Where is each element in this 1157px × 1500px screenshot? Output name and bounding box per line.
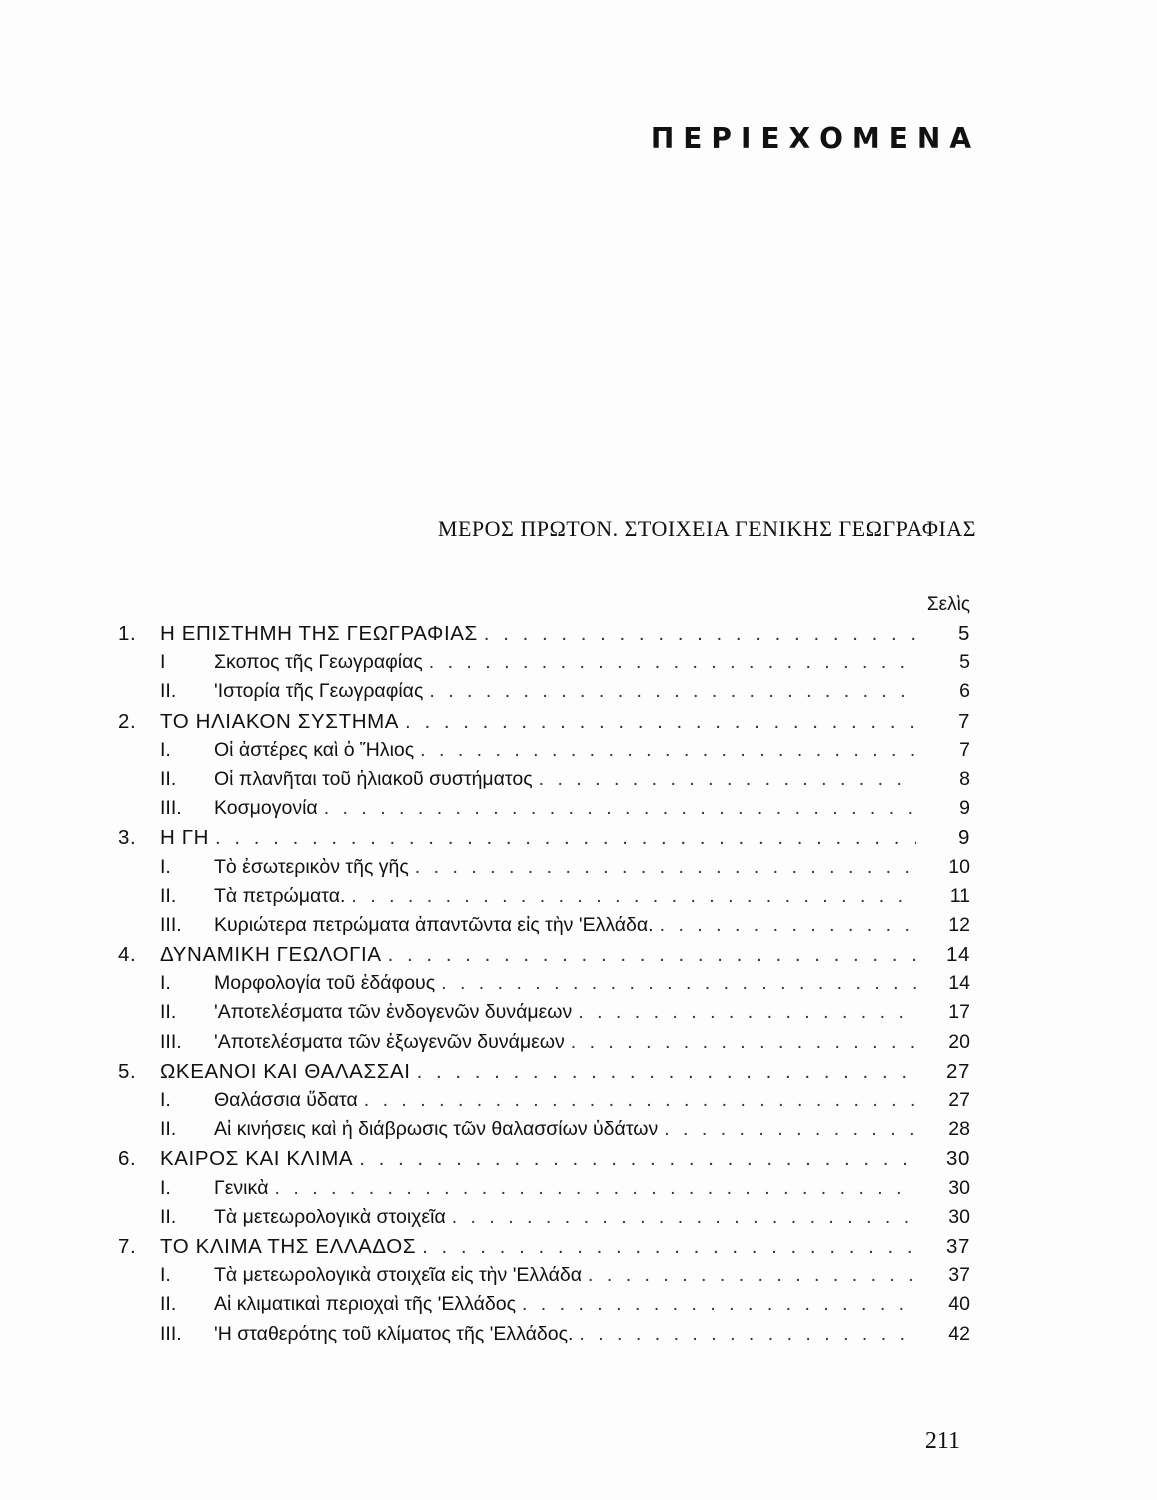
entry-page: 30 [948, 1205, 970, 1228]
entry-title: 'Η σταθερότης τοῦ κλίματος τῆς 'Ελλάδος. [214, 1322, 574, 1345]
entry-title: Αἱ κλιματικαὶ περιοχαὶ τῆς 'Ελλάδος [214, 1293, 516, 1316]
toc-section [118, 797, 970, 826]
dot-leader [571, 1031, 916, 1054]
toc-chapter-6 [118, 1147, 970, 1176]
entry-title: Σκοπος τῆς Γεωγραφίας [214, 651, 423, 674]
entry-title: ΔΥΝΑΜΙΚΗ ΓΕΩΛΟΓΙΑ [160, 943, 382, 967]
entry-page: 5 [957, 622, 970, 645]
entry-number: III. [160, 913, 182, 936]
dot-leader [275, 1177, 916, 1200]
entry-page: 8 [959, 767, 970, 790]
entry-number: II. [160, 767, 177, 790]
entry-page: 20 [948, 1030, 970, 1053]
entry-page: 9 [959, 797, 970, 820]
dot-leader [429, 651, 916, 674]
entry-number: 2. [118, 709, 137, 733]
entry-page: 42 [948, 1322, 970, 1345]
dot-leader [422, 1235, 916, 1259]
entry-page: 9 [957, 826, 970, 850]
entry-page: 27 [945, 1059, 970, 1083]
entry-page: 14 [948, 972, 970, 995]
toc-section [118, 739, 970, 768]
entry-number: II. [160, 680, 177, 703]
entry-title: Τὰ μετεωρολογικὰ στοιχεῖα [214, 1205, 446, 1228]
entry-title: ΩΚΕΑΝΟΙ ΚΑΙ ΘΑΛΑΣΣΑΙ [160, 1059, 411, 1083]
toc-chapter-5 [118, 1060, 970, 1089]
toc-section [118, 1293, 970, 1322]
dot-leader [660, 914, 916, 937]
entry-page: 7 [957, 709, 970, 733]
dot-leader [359, 1147, 916, 1171]
entry-page: 27 [948, 1089, 970, 1111]
entry-page: 10 [948, 855, 970, 878]
toc-chapter-2 [118, 710, 970, 739]
toc-chapter-7 [118, 1235, 970, 1264]
entry-number: I. [160, 972, 171, 995]
entry-number: II. [160, 1205, 177, 1228]
dot-leader [452, 1206, 916, 1229]
entry-title: 'Αποτελέσματα τῶν ἐξωγενῶν δυνάμεων [214, 1030, 565, 1053]
entry-number: 5. [118, 1059, 137, 1083]
dot-leader [484, 622, 916, 646]
entry-number: II. [160, 884, 177, 907]
dot-leader [441, 972, 916, 995]
entry-number: III. [160, 797, 182, 820]
toc-section [118, 1264, 970, 1293]
dot-leader [539, 768, 916, 791]
toc-section [118, 972, 970, 1001]
dot-leader [415, 856, 916, 879]
dot-leader [578, 1001, 916, 1024]
entry-title: Τὸ ἐσωτερικὸν τῆς γῆς [214, 855, 409, 878]
toc-section [118, 1031, 970, 1060]
toc-section [118, 1206, 970, 1235]
entry-page: 11 [949, 884, 970, 907]
entry-page: 30 [948, 1176, 970, 1199]
dot-leader [324, 797, 916, 820]
entry-number: I. [160, 738, 171, 761]
dot-leader [388, 943, 916, 967]
entry-page: 30 [945, 1147, 970, 1171]
entry-page: 17 [948, 1001, 970, 1024]
entry-title: Θαλάσσια ὕδατα [214, 1089, 358, 1111]
toc-section [118, 1089, 970, 1118]
part-heading: ΜΕΡΟΣ ΠΡΩΤΟΝ. ΣΤΟΙΧΕΙΑ ΓΕΝΙΚΗΣ ΓΕΩΓΡΑΦΙΑΣ [437, 516, 976, 541]
toc-section [118, 768, 970, 797]
entry-title: Κοσμογονία [214, 797, 318, 820]
dot-leader [364, 1089, 916, 1112]
dot-leader [215, 826, 916, 850]
entry-title: ΤΟ ΚΛΙΜΑ ΤΗΣ ΕΛΛΑΔΟΣ [160, 1234, 417, 1258]
entry-page: 14 [945, 943, 970, 967]
entry-title: Οἱ πλανῆται τοῦ ἡλιακοῦ συστήματος [214, 767, 533, 790]
entry-number: 3. [118, 826, 137, 850]
entry-number: I. [160, 1176, 171, 1199]
entry-title: Τὰ πετρώματα. [214, 884, 346, 907]
dot-leader [579, 1323, 916, 1346]
entry-page: 5 [959, 651, 970, 674]
toc-chapter-1 [118, 622, 970, 651]
toc-section [118, 856, 970, 885]
toc-section [118, 914, 970, 943]
entry-number: II. [160, 1293, 177, 1316]
entry-title: Μορφολογία τοῦ ἐδάφους [214, 972, 436, 995]
entry-page: 37 [945, 1234, 970, 1258]
entry-number: I. [160, 1089, 171, 1111]
entry-title: Τὰ μετεωρολογικὰ στοιχεῖα εἰς τὴν 'Ελλάδα [214, 1264, 583, 1287]
toc-section [118, 680, 970, 709]
page-column-label: Σελὶς [926, 594, 970, 615]
entry-title: Οἱ ἀστέρες καὶ ὁ Ἥλιος [214, 738, 415, 761]
entry-number: I. [160, 855, 171, 878]
entry-page: 28 [948, 1118, 970, 1141]
toc-section [118, 1177, 970, 1206]
entry-title: Γενικὰ [214, 1176, 269, 1199]
dot-leader [405, 710, 916, 734]
entry-number: 1. [118, 622, 137, 645]
entry-number: II. [160, 1001, 177, 1024]
dot-leader [588, 1264, 916, 1287]
dot-leader [417, 1060, 916, 1084]
table-of-contents [118, 622, 970, 1352]
dot-leader [351, 885, 916, 908]
entry-page: 7 [959, 738, 970, 761]
toc-section [118, 1001, 970, 1030]
entry-title: ΚΑΙΡΟΣ ΚΑΙ ΚΛΙΜΑ [160, 1147, 354, 1171]
toc-chapter-3 [118, 826, 970, 855]
entry-number: 6. [118, 1147, 137, 1171]
entry-number: I. [160, 1264, 171, 1287]
entry-title: Η ΓΗ [160, 826, 209, 850]
entry-number: 7. [118, 1234, 137, 1258]
entry-number: 4. [118, 943, 137, 967]
entry-title: Κυριώτερα πετρώματα ἀπαντῶντα εἰς τὴν 'Ελλάδα. [214, 913, 654, 936]
entry-page: 6 [959, 680, 970, 703]
entry-page: 40 [948, 1293, 970, 1316]
toc-chapter-4 [118, 943, 970, 972]
entry-title: 'Αποτελέσματα τῶν ἐνδογενῶν δυνάμεων [214, 1001, 573, 1024]
dot-leader [522, 1293, 916, 1316]
dot-leader [429, 680, 916, 703]
entry-title: Η ΕΠΙΣΤΗΜΗ ΤΗΣ ΓΕΩΓΡΑΦΙΑΣ [160, 622, 478, 645]
page-number: 211 [924, 1428, 960, 1454]
entry-page: 37 [948, 1264, 970, 1287]
toc-section [118, 651, 970, 680]
toc-section [118, 885, 970, 914]
entry-page: 12 [948, 913, 970, 936]
toc-section [118, 1323, 970, 1352]
entry-title: Αἱ κινήσεις καὶ ἡ διάβρωσις τῶν θαλασσίων ὑδάτων [214, 1118, 659, 1141]
entry-title: 'Ιστορία τῆς Γεωγραφίας [214, 680, 424, 703]
entry-number: II. [160, 1118, 177, 1141]
dot-leader [420, 739, 916, 762]
entry-title: ΤΟ ΗΛΙΑΚΟΝ ΣΥΣΤΗΜΑ [160, 709, 400, 733]
entry-number: I [160, 651, 166, 674]
dot-leader [664, 1118, 916, 1141]
entry-number: III. [160, 1322, 182, 1345]
toc-section [118, 1118, 970, 1147]
entry-number: III. [160, 1030, 182, 1053]
contents-title: ΠΕΡΙΕΧΟΜΕΝΑ [650, 122, 980, 155]
